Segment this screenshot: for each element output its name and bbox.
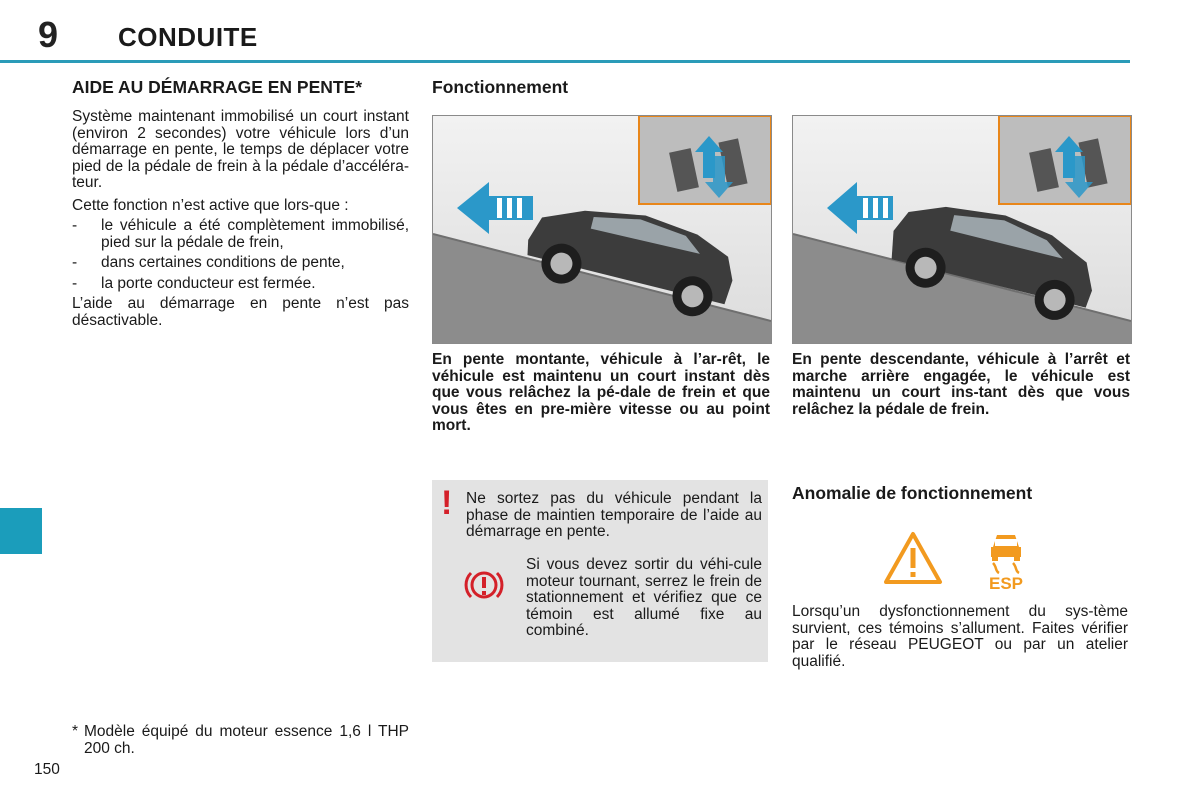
downhill-car-illustration <box>792 115 1132 344</box>
condition-intro: Cette fonction n’est active que lors-que : <box>72 196 349 214</box>
esp-label: ESP <box>988 574 1024 591</box>
pedal-inset <box>999 116 1131 204</box>
section-title: AIDE AU DÉMARRAGE EN PENTE* <box>72 77 363 97</box>
warning-text: Ne sortez pas du véhicule pendant la phase de maintien temporaire de l’aide au démarrage en pente. <box>466 490 762 540</box>
warning-text-secondary: Si vous devez sortir du véhi-cule moteur tournant, serrez le frein de stationnement et vérifiez que ce témoin est allumé fixe au combiné. <box>526 556 762 639</box>
header-rule <box>0 60 1130 63</box>
condition-item: - la porte conducteur est fermée. <box>72 276 409 293</box>
condition-list <box>72 218 409 292</box>
page-number: 150 <box>34 761 60 778</box>
footnote-text: Modèle équipé du moteur essence 1,6 l THP 200 ch. <box>84 723 409 757</box>
footnote-mark: * <box>72 723 79 740</box>
anomalie-text: Lorsqu’un dysfonctionnement du sys-tème survient, ces témoins s’allument. Faites vérifier par le réseau PEUGEOT ou par un atelier qualifié. <box>792 603 1128 670</box>
intro-paragraph: Système maintenant immobilisé un court instant (environ 2 secondes) votre véhicule lors d’un démarrage en pente, le temps de déplacer votre pied de la pédale de frein à la pédale d’accéléra-teur. <box>72 108 409 191</box>
downhill-caption: En pente descendante, véhicule à l’arrêt et marche arrière engagée, le véhicule est maintenu un court ins-tant dès que vous relâchez la pédale de frein. <box>792 351 1130 418</box>
condition-item: - le véhicule a été complètement immobilisé, pied sur la pédale de frein, <box>72 218 409 251</box>
chapter-side-tab <box>0 508 42 554</box>
pedal-inset <box>639 116 771 204</box>
fonctionnement-title: Fonctionnement <box>432 77 569 97</box>
exclamation-icon: ! <box>441 484 453 522</box>
chapter-number: 9 <box>38 14 59 55</box>
parking-brake-warning-icon <box>464 566 504 609</box>
left-column <box>72 78 409 329</box>
esp-icon <box>983 529 1029 596</box>
footnote <box>72 724 409 757</box>
deactivation-note: L’aide au démarrage en pente n’est pas désactivable. <box>72 295 409 329</box>
uphill-car-illustration <box>432 115 772 344</box>
condition-item: - dans certaines conditions de pente, <box>72 255 409 272</box>
anomalie-title: Anomalie de fonctionnement <box>792 483 1033 503</box>
uphill-caption: En pente montante, véhicule à l’ar-rêt, le véhicule est maintenu un court instant dès que vous relâchez la pé-dale de frein et que vous êtes en pre-mière vitesse ou au point mort. <box>432 351 770 434</box>
warning-triangle-icon <box>883 531 943 590</box>
chapter-title: CONDUITE <box>118 22 258 52</box>
